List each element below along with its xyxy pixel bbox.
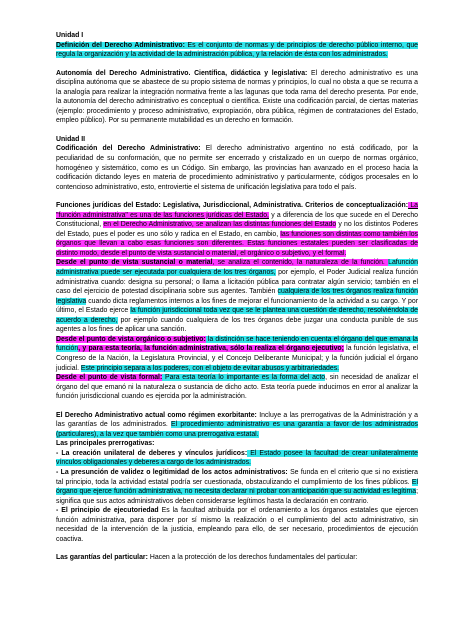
formal-label: Desde el punto de vista formal: xyxy=(56,374,163,382)
functions-paragraph: Funciones jurídicas del Estado: Legislativa, Jurisdiccional, Administrativa. Criterios de conceptualización: La "función administrativa" es una de las funciones jurídicas del Estado, y a diferencia de los que sucede en el Derecho Constitucional, en el Derecho Administrativo, se analizan las distintas funciones del Estado y no los distintos Poderes del Estado, pues el poder es uno sólo y radica en el Estado, en cambio, las funciones son distintas como también los órganos que llevan a cabo esas funciones son diferentes. Estas funciones estatales pueden ser clasificadas de distinto modo, desde el punto de vista sustancial o material, el orgánico o subjetivo, y el formal. xyxy=(56,202,419,257)
substantial-paragraph: Desde el punto de vista sustancial o material, se analiza el contenido, la naturaleza de la función. Lafunción administrativa puede ser ejecutada por cualquiera de los tres órganos, por ejemplo, el Poder Judicial realiza función administrativa cuando: designa su personal; o llama a licitación pública para contratar algún servicio; también en el caso del ejercicio de potestad disciplinaria sobre sus agentes. También cualquiera de los tres órganos realiza función legislativa cuando dicta reglamentos internos a los fines de mejorar el funcionamiento de la actividad a su cargo. Y por último, el Estado ejerce la función jurisdiccional toda vez que se le plantea una cuestión de derecho, resolviéndola de acuerdo a derecho, por ejemplo cuando cualquiera de los tres órganos debe juzgar una conducta punible de sus agentes a los fines de aplicar una sanción. xyxy=(56,259,418,334)
exorbitant-label: El Derecho Administrativo actual como régimen exorbitante: xyxy=(56,411,257,419)
substantial-label: Desde el punto de vista sustancial o material xyxy=(56,259,213,267)
unit-1-title: Unidad I xyxy=(56,32,84,39)
unit-2-title: Unidad II xyxy=(56,135,86,143)
guarantees-label: Las garantías del particular: xyxy=(56,554,148,562)
prerogative-item-1: - La creación unilateral de deberes y vínculos jurídicos: El Estado posee la facultad de crear unilateralmente vínculos obligacionales y deberes a cargo de los administrados. xyxy=(56,449,418,467)
def-text: Es el conjunto de normas y de principios de derecho público interno, que regula la organización y la actividad de la administración pública, y la relación de ésta con los administrados. xyxy=(56,41,418,59)
autonomy-label: Autonomía del Derecho Administrativo. Científica, didáctica y legislativa: xyxy=(56,69,308,77)
codification-label: Codificación del Derecho Administrativo: xyxy=(56,145,201,153)
codification-paragraph xyxy=(56,144,418,192)
prerogative-item-2: - La presunción de validez o legitimidad de los actos administrativos: Se funda en el criterio que si no existiera tal principio, toda la actividad estatal podría ser cuestionada, obstaculizando el cumplimiento de los fines públicos. El órgano que ejerce función administrativa, no necesita declarar ni probar con anticipación que su actividad es legítima; significa que sus actos administrativos deben considerarse legítimos hasta la declaración en contrario. xyxy=(56,468,418,505)
guarantees-paragraph: Las garantías del particular: Hacen a la protección de los derechos fundamentales del particular: xyxy=(56,554,358,562)
def-label: Definición del Derecho Administrativo: xyxy=(56,41,185,49)
def-paragraph xyxy=(56,41,418,60)
organic-label: Desde el punto de vista orgánico o subjetivo: xyxy=(56,335,206,343)
exorbitant-paragraph: El Derecho Administrativo actual como régimen exorbitante: Incluye a las prerrogativas de la Administración y a las garantías de los administrados. El procedimiento administrativo es una garantía a favor de los administrados (particulares), a la vez que también como una prerrogativa estatal. xyxy=(56,411,418,438)
functions-label: Funciones jurídicas del Estado: Legislativa, Jurisdiccional, Administrativa. Criterios de conceptualización: xyxy=(56,202,409,210)
prerogative-item-3: - El principio de ejecutoriedad Es la facultad atribuida por el ordenamiento a los órganos estatales que ejercen función administrativa, para disponer por sí mismo la realización o el cumplimiento del acto administrativo, sin necesidad de la intervención de la justicia, empleando para ello, de ser necesario, procedimientos de ejecución coactiva. xyxy=(56,507,418,543)
organic-paragraph: Desde el punto de vista orgánico o subjetivo: la distinción se hace teniendo en cuenta el órgano del que emana la función, y para esta teoría, la función administrativa, sólo la realiza el órgano ejecutivo; la función legislativa, el Congreso de la Nación, la Legislatura Provincial, y el Concejo Deliberante Municipal; y la función judicial el órgano judicial. Este principio separa a los poderes, con el objeto de evitar abusos y arbitrariedades. xyxy=(56,335,418,372)
formal-paragraph: Desde el punto de vista formal: Para esta teoría lo importante es la forma del acto, sin necesidad de analizar el órgano del que emanó ni la naturaleza o sustancia de dicho acto. Esta teoría puede inducirnos en error al analizar la función jurisdiccional cuando es ejercida por la administración. xyxy=(56,374,418,401)
codification-text: El derecho administrativo argentino no está codificado, por la peculiaridad de su conformación, que no permite ser encerrado y cristalizado en un cuerpo de normas orgánico, homogéneo y sistemático, como es un Código. Sin embargo, las provincias han avanzado en el proceso hacia la codificación dictando leyes en materia de procedimiento administrativo y particularmente, códigos procesales en lo contencioso administrativo, esto, entroviertie el sistema de unificación legislativa para todo el país. xyxy=(56,145,418,191)
autonomy-paragraph xyxy=(56,69,418,126)
prerogatives-heading: Las principales prerrogativas: xyxy=(56,440,155,448)
autonomy-text: El derecho administrativo es una disciplina autónoma que se abastece de su propio sistema de normas y principios, lo cual no obsta a que se recurra a la analogía para realizar la integración normativa frente a las lagunas que toda rama del derecho presenta. Por ende, la autonomía del derecho administrativo es conceptual o científica. Existe una codificación parcial, de ciertas materias (ejemplo: procedimiento y proceso administrativo, expropiación, obra pública, régimen de contrataciones del Estado, empleo público). Por su permanente mutabilidad es un derecho en formación. xyxy=(56,69,418,125)
